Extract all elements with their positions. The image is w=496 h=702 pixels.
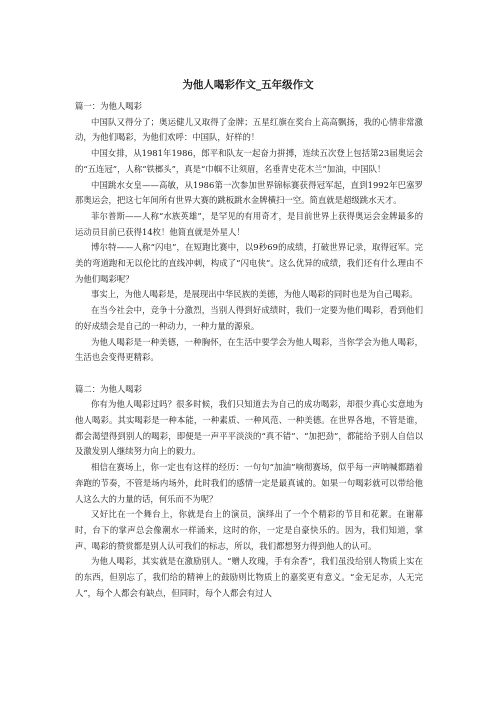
body-paragraph: 中国队又得分了；奥运健儿又取得了金牌；五星红旗在奖台上高高飘扬，我的心情非常激动，为他们喝彩，为他们欢呼：中国队，好样的！ (75, 116, 423, 143)
document-title: 为他人喝彩作文_五年级作文 (182, 79, 314, 91)
body-paragraph: 相信在赛场上，你一定也有这样的经历：一句句“加油”响彻赛场，似乎每一声呐喊都踏着奔跑的节奏，不管是场内场外，此时我们的感情一定是最真诚的。如果一句喝彩就可以带给他人这么大的力量的话，何乐而不为呢？ (75, 462, 423, 504)
body-paragraph: 在当今社会中，竞争十分激烈，当别人得到好成绩时，我们一定要为他们喝彩，看到他们的好成绩会是自己的一种动力，一种力量的源泉。 (75, 305, 423, 331)
section-heading: 篇二：为他人喝彩 (75, 383, 142, 394)
body-paragraph: 博尔特——人称“闪电”，在短跑比赛中，以9秒69的成绩，打破世界记录，取得冠军。完美的弯道跑和无以伦比的直线冲刺，构成了“闪电侠”。这么优异的成绩，我们还有什么理由不为他们喝彩呢？ (75, 242, 423, 284)
body-paragraph: 中国跳水女皇——高敏，从1986第一次参加世界锦标赛获得冠军起，直到1992年巴塞罗那奥运会，把这七年间所有世界大赛的跳板跳水金牌横扫一空。简直就是超级跳水天才。 (75, 179, 423, 206)
section-heading: 篇一：为他人喝彩 (75, 101, 142, 111)
body-paragraph: 中国女排，从1981年1986，郎平和队友一起奋力拼搏，连续五次登上包括第23届奥运会的“五连冠”，人称“铁榔头”，真是“巾帼不让须眉，名垂青史花木兰”加油，中国队！ (75, 148, 423, 174)
body-paragraph: 为他人喝彩是一种美德，一种胸怀，在生活中要学会为他人喝彩，当你学会为他人喝彩，生活也会变得更精彩。 (75, 336, 423, 363)
body-paragraph: 为他人喝彩，其实就是在激励别人。“赠人玫瑰，手有余香”，我们虽没给别人物质上实在的东西，但别忘了，我们给的精神上的鼓励则比物质上的嘉奖更有意义。“金无足赤，人无完人”，每个人都会有缺点，但同时，每个人都会有过人 (75, 556, 423, 598)
blank-line (75, 366, 423, 382)
body-paragraph: 菲尔普斯——人称“水族英雄”，是罕见的有用奇才，是目前世界上获得奥运会金牌最多的运动员目前已获得14枚！他简直就是外星人！ (75, 210, 423, 237)
body-paragraph: 你有为他人喝彩过吗？很多时候，我们只知道去为自己的成功喝彩，却很少真心实意地为他人喝彩。其实喝彩是一种本能，一种素质、一种风范、一种美德。在世界各地，不管是谁，都会渴望得到别人的喝彩，即便是一声平平淡淡的“真不错”、“加把劲”，都能给予别人自信以及激发别人继续努力向上的毅力。 (75, 399, 423, 457)
document-body (75, 99, 423, 601)
body-paragraph: 又好比在一个舞台上，你就是台上的演员，演绎出了一个个精彩的节目和花絮。在谢幕时，台下的掌声总会像潮水一样涌来，这时的你，一定是自豪快乐的。因为，我们知道，掌声、喝彩的赞赏都是别人认可我们的标志，所以，我们都想努力得到他人的认可。 (75, 509, 423, 551)
body-paragraph: 事实上，为他人喝彩是，是展现出中华民族的美德，为他人喝彩的同时也是为自己喝彩。 (91, 289, 418, 300)
